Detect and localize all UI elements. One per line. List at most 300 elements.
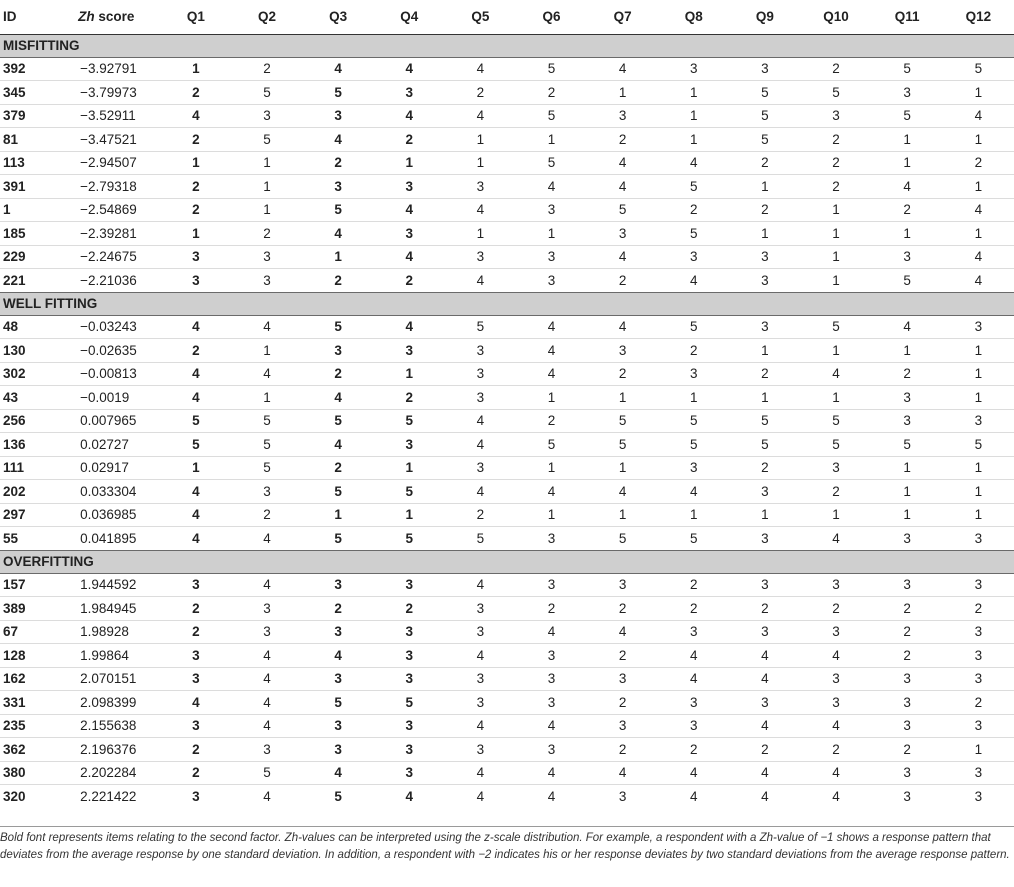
- cell-q6: 4: [547, 789, 556, 804]
- cell-q4: 3: [374, 644, 445, 668]
- cell-q9: 2: [729, 151, 800, 175]
- cell-q7: 2: [587, 738, 658, 762]
- cell-q5: 3: [445, 738, 516, 762]
- cell-q1: 4: [160, 480, 231, 504]
- cell-q1: 3: [160, 644, 231, 668]
- cell-q3: 3: [303, 175, 374, 199]
- cell-q11: 3: [872, 409, 943, 433]
- cell-q2: 4: [263, 530, 271, 546]
- cell-q9: 4: [729, 644, 800, 668]
- cell-q2: 5: [231, 433, 302, 457]
- cell-q10: 2: [800, 151, 871, 175]
- cell-q11: 1: [872, 222, 943, 246]
- cell-q7: 1: [587, 503, 658, 527]
- cell-q4: 3: [374, 433, 445, 457]
- cell-q7: 3: [587, 222, 658, 246]
- cell-zh-score: −2.79318: [50, 175, 160, 199]
- cell-q10: 2: [800, 480, 871, 504]
- table-row: [0, 269, 1014, 293]
- cell-q2: 4: [231, 315, 302, 339]
- cell-q7: 3: [587, 339, 658, 363]
- cell-q10: 2: [800, 57, 871, 81]
- cell-q7: 4: [587, 480, 658, 504]
- header-q11: Q11: [872, 0, 943, 34]
- cell-q1: 1: [160, 57, 231, 81]
- cell-q7: 4: [587, 151, 658, 175]
- cell-q3: 4: [303, 761, 374, 785]
- cell-q8: 1: [658, 128, 729, 152]
- cell-q12: 2: [943, 151, 1014, 175]
- cell-id: 162: [0, 667, 50, 691]
- table-row: [0, 761, 1014, 785]
- header-q1: Q1: [160, 0, 231, 34]
- cell-q5: 3: [445, 620, 516, 644]
- cell-q3: 5: [303, 81, 374, 105]
- cell-q3: 4: [303, 222, 374, 246]
- cell-q12: 4: [943, 245, 1014, 269]
- cell-q3: 5: [303, 198, 374, 222]
- cell-q3: 4: [303, 57, 374, 81]
- cell-id: 111: [0, 456, 50, 480]
- cell-q2: 1: [231, 175, 302, 199]
- cell-q3: 1: [303, 503, 374, 527]
- cell-q6: 4: [516, 620, 587, 644]
- cell-q9: 3: [729, 480, 800, 504]
- cell-q9: 1: [729, 175, 800, 199]
- cell-q11: 1: [872, 128, 943, 152]
- cell-q8: 2: [658, 738, 729, 762]
- cell-q8: 1: [658, 503, 729, 527]
- cell-q11: 1: [872, 339, 943, 363]
- cell-q11: 3: [872, 761, 943, 785]
- cell-q12: 1: [943, 362, 1014, 386]
- cell-q4: 4: [374, 315, 445, 339]
- cell-id: 43: [0, 386, 50, 410]
- cell-q6: 5: [516, 433, 587, 457]
- cell-q7: 2: [587, 362, 658, 386]
- cell-q2: 4: [231, 714, 302, 738]
- table-row: [0, 409, 1014, 433]
- cell-q1: 2: [160, 738, 231, 762]
- cell-q7: 2: [587, 128, 658, 152]
- cell-q5: 4: [445, 480, 516, 504]
- cell-q2: 3: [231, 104, 302, 128]
- cell-q4: 1: [374, 503, 445, 527]
- cell-q5: 4: [476, 272, 485, 288]
- table-row: [0, 691, 1014, 715]
- cell-q12: 5: [943, 433, 1014, 457]
- cell-q10: 2: [800, 738, 871, 762]
- cell-q3: 5: [303, 691, 374, 715]
- cell-q1: 2: [160, 81, 231, 105]
- cell-q10: 2: [800, 597, 871, 621]
- cell-q10: 4: [800, 362, 871, 386]
- cell-q3: 3: [303, 714, 374, 738]
- cell-q6: 3: [516, 667, 587, 691]
- cell-id: 379: [0, 104, 50, 128]
- cell-q8: 4: [658, 151, 729, 175]
- cell-q8: 4: [689, 272, 698, 288]
- cell-q9: 5: [729, 409, 800, 433]
- table-row: [0, 315, 1014, 339]
- cell-q3: 3: [303, 104, 374, 128]
- cell-q7: 4: [587, 57, 658, 81]
- cell-q7: 4: [587, 175, 658, 199]
- cell-q7: 2: [587, 691, 658, 715]
- cell-q7: 2: [618, 272, 627, 288]
- cell-q12: 3: [943, 644, 1014, 668]
- cell-q10: 4: [832, 789, 840, 804]
- cell-q3: 5: [334, 530, 342, 546]
- cell-q11: 1: [872, 456, 943, 480]
- cell-zh-score: 0.041895: [80, 530, 137, 546]
- cell-q12: 3: [974, 530, 983, 546]
- table-row: [0, 362, 1014, 386]
- cell-q1: 3: [160, 714, 231, 738]
- table-row: [0, 151, 1014, 175]
- cell-q12: 3: [943, 409, 1014, 433]
- cell-q12: 3: [943, 761, 1014, 785]
- cell-q9: 3: [729, 315, 800, 339]
- cell-q9: 1: [729, 386, 800, 410]
- cell-q4: 3: [374, 81, 445, 105]
- section-header-row: [0, 550, 1014, 573]
- cell-q10: 1: [800, 386, 871, 410]
- cell-q2: 4: [231, 691, 302, 715]
- cell-q4: 5: [405, 530, 413, 546]
- cell-zh-score: −2.21036: [80, 272, 137, 288]
- cell-q11: 2: [872, 362, 943, 386]
- cell-zh-score: −3.92791: [50, 57, 160, 81]
- cell-q4: 2: [405, 272, 413, 288]
- cell-q8: 2: [658, 597, 729, 621]
- cell-q12: 4: [974, 272, 983, 288]
- cell-q4: 3: [374, 573, 445, 597]
- cell-q4: 4: [405, 789, 413, 804]
- table-row: [0, 339, 1014, 363]
- cell-q8: 4: [658, 644, 729, 668]
- cell-q10: 5: [800, 315, 871, 339]
- cell-q6: 4: [516, 339, 587, 363]
- cell-q6: 1: [516, 222, 587, 246]
- cell-id: 256: [0, 409, 50, 433]
- cell-q8: 5: [658, 433, 729, 457]
- cell-q12: 1: [943, 456, 1014, 480]
- cell-q11: 2: [872, 644, 943, 668]
- cell-q9: 5: [729, 433, 800, 457]
- cell-q10: 4: [800, 714, 871, 738]
- cell-q11: 2: [872, 198, 943, 222]
- cell-q8: 5: [658, 222, 729, 246]
- section-header-row: [0, 292, 1014, 315]
- cell-q5: 1: [445, 151, 516, 175]
- cell-q11: 5: [872, 104, 943, 128]
- cell-q5: 3: [445, 597, 516, 621]
- cell-id: 362: [0, 738, 50, 762]
- cell-q2: 4: [263, 789, 271, 804]
- cell-q9: 3: [761, 530, 769, 546]
- cell-id: 297: [0, 503, 50, 527]
- cell-q5: 3: [445, 245, 516, 269]
- cell-zh-score: 1.944592: [50, 573, 160, 597]
- cell-q5: 4: [445, 433, 516, 457]
- cell-q12: 2: [943, 691, 1014, 715]
- cell-q7: 2: [587, 597, 658, 621]
- cell-q6: 3: [516, 245, 587, 269]
- cell-q5: 4: [445, 198, 516, 222]
- cell-q12: 1: [943, 175, 1014, 199]
- cell-zh-score: 2.070151: [50, 667, 160, 691]
- cell-q9: 3: [729, 691, 800, 715]
- cell-q6: 3: [547, 530, 556, 546]
- cell-id: 185: [0, 222, 50, 246]
- cell-q8: 1: [658, 81, 729, 105]
- header-q3: Q3: [303, 0, 374, 34]
- cell-q8: 4: [658, 667, 729, 691]
- cell-q2: 2: [231, 222, 302, 246]
- cell-id: 48: [0, 315, 50, 339]
- cell-q12: 1: [943, 386, 1014, 410]
- cell-q11: 3: [872, 667, 943, 691]
- header-zh-score: [50, 0, 160, 34]
- cell-q4: 4: [374, 104, 445, 128]
- cell-q3: 3: [303, 573, 374, 597]
- footnote-divider: [0, 826, 1014, 827]
- cell-q7: 5: [618, 530, 627, 546]
- cell-q2: 3: [231, 620, 302, 644]
- cell-q11: 2: [872, 620, 943, 644]
- cell-q4: 3: [374, 667, 445, 691]
- cell-q4: 2: [374, 386, 445, 410]
- cell-q8: 4: [689, 789, 698, 804]
- cell-q7: 2: [587, 644, 658, 668]
- cell-q1: 1: [160, 222, 231, 246]
- cell-q10: 1: [832, 272, 840, 288]
- cell-q3: 5: [303, 480, 374, 504]
- cell-q7: 3: [618, 789, 627, 804]
- cell-q1: 2: [160, 620, 231, 644]
- cell-q8: 3: [658, 245, 729, 269]
- cell-q8: 5: [658, 409, 729, 433]
- cell-q8: 4: [658, 480, 729, 504]
- cell-q2: 3: [231, 597, 302, 621]
- cell-zh-score: 2.221422: [80, 789, 137, 804]
- cell-q4: 3: [374, 714, 445, 738]
- cell-q2: 5: [231, 456, 302, 480]
- header-q10: Q10: [800, 0, 871, 34]
- cell-q6: 1: [516, 128, 587, 152]
- cell-q7: 4: [587, 315, 658, 339]
- cell-q9: 5: [729, 128, 800, 152]
- cell-q6: 1: [516, 503, 587, 527]
- cell-q6: 3: [516, 198, 587, 222]
- cell-q10: 1: [800, 222, 871, 246]
- cell-q4: 3: [374, 761, 445, 785]
- header-q8: Q8: [658, 0, 729, 34]
- cell-q12: 3: [943, 573, 1014, 597]
- cell-q10: 2: [800, 128, 871, 152]
- cell-q7: 5: [587, 198, 658, 222]
- cell-q9: 4: [729, 714, 800, 738]
- cell-q1: 4: [160, 386, 231, 410]
- cell-q1: 2: [160, 339, 231, 363]
- cell-zh-score: 1.99864: [50, 644, 160, 668]
- cell-id: 391: [0, 175, 50, 199]
- table-footnote: Bold font represents items relating to the second factor. Zh-values can be interpreted using the z-scale distribution. For example, a respondent with a Zh-value of −1 shows a response pattern that deviates from the average response by one standard deviation. In addition, a respondent with −2 indicates his or her response deviates by two standard deviations from the average response pattern.: [0, 832, 1010, 861]
- cell-id: 1: [0, 198, 50, 222]
- cell-q5: 2: [445, 503, 516, 527]
- cell-q12: 1: [943, 81, 1014, 105]
- cell-q9: 2: [729, 738, 800, 762]
- cell-q1: 2: [160, 761, 231, 785]
- cell-q9: 5: [729, 104, 800, 128]
- cell-q4: 5: [374, 480, 445, 504]
- cell-q1: 4: [160, 362, 231, 386]
- cell-q3: 5: [303, 409, 374, 433]
- cell-q8: 1: [658, 104, 729, 128]
- cell-q10: 1: [800, 198, 871, 222]
- cell-q8: 5: [658, 315, 729, 339]
- cell-q9: 3: [729, 573, 800, 597]
- cell-q5: 3: [445, 456, 516, 480]
- table-row: [0, 503, 1014, 527]
- table-row: [0, 104, 1014, 128]
- cell-q12: 3: [943, 620, 1014, 644]
- cell-q8: 3: [658, 362, 729, 386]
- cell-id: 392: [0, 57, 50, 81]
- cell-q8: 1: [658, 386, 729, 410]
- cell-q5: 5: [445, 315, 516, 339]
- cell-q2: 1: [231, 386, 302, 410]
- cell-q9: 1: [729, 222, 800, 246]
- cell-q7: 3: [587, 667, 658, 691]
- cell-q9: 2: [729, 198, 800, 222]
- cell-q4: 4: [374, 57, 445, 81]
- cell-q5: 1: [445, 128, 516, 152]
- cell-q11: 3: [872, 573, 943, 597]
- cell-id: 380: [0, 761, 50, 785]
- header-id: ID: [0, 0, 50, 34]
- cell-id: 67: [0, 620, 50, 644]
- table-row: [0, 386, 1014, 410]
- cell-q6: 2: [516, 409, 587, 433]
- cell-q2: 4: [231, 362, 302, 386]
- cell-q11: 1: [872, 503, 943, 527]
- cell-q1: 4: [160, 503, 231, 527]
- cell-q5: 2: [445, 81, 516, 105]
- cell-q2: 5: [231, 761, 302, 785]
- cell-q4: 3: [374, 222, 445, 246]
- cell-zh-score: 2.155638: [50, 714, 160, 738]
- cell-q6: 4: [516, 761, 587, 785]
- header-q5: Q5: [445, 0, 516, 34]
- cell-q12: 3: [943, 714, 1014, 738]
- cell-q6: 3: [516, 691, 587, 715]
- cell-q10: 3: [800, 456, 871, 480]
- cell-q11: 5: [872, 433, 943, 457]
- cell-q11: 3: [903, 789, 911, 804]
- cell-q6: 4: [516, 362, 587, 386]
- cell-q1: 3: [192, 272, 200, 288]
- cell-q2: 1: [231, 151, 302, 175]
- cell-q8: 2: [658, 339, 729, 363]
- cell-q3: 3: [303, 620, 374, 644]
- cell-zh-score: −0.03243: [50, 315, 160, 339]
- cell-q9: 1: [729, 339, 800, 363]
- cell-q11: 3: [872, 245, 943, 269]
- cell-q10: 5: [800, 409, 871, 433]
- cell-q2: 5: [231, 81, 302, 105]
- cell-q12: 4: [943, 198, 1014, 222]
- cell-id: 302: [0, 362, 50, 386]
- cell-q2: 3: [231, 738, 302, 762]
- cell-id: 202: [0, 480, 50, 504]
- cell-q10: 3: [800, 573, 871, 597]
- table-row: [0, 620, 1014, 644]
- cell-q7: 1: [587, 386, 658, 410]
- cell-zh-score: 2.098399: [50, 691, 160, 715]
- cell-q1: 4: [160, 104, 231, 128]
- cell-id: 157: [0, 573, 50, 597]
- cell-q7: 3: [587, 573, 658, 597]
- table-row: [0, 480, 1014, 504]
- cell-q9: 2: [729, 362, 800, 386]
- cell-zh-score: −2.24675: [50, 245, 160, 269]
- cell-zh-score: 0.007965: [50, 409, 160, 433]
- cell-q10: 3: [800, 104, 871, 128]
- cell-q12: 3: [974, 789, 983, 804]
- cell-q5: 4: [445, 409, 516, 433]
- header-q2: Q2: [231, 0, 302, 34]
- cell-q1: 5: [160, 409, 231, 433]
- cell-q10: 5: [800, 433, 871, 457]
- cell-zh-score: −0.00813: [50, 362, 160, 386]
- table-row: [0, 81, 1014, 105]
- cell-q2: 1: [231, 198, 302, 222]
- cell-id: 235: [0, 714, 50, 738]
- cell-id: 130: [0, 339, 50, 363]
- cell-q11: 3: [903, 530, 911, 546]
- cell-q2: 2: [231, 57, 302, 81]
- cell-q3: 2: [303, 151, 374, 175]
- cell-q9: 3: [729, 620, 800, 644]
- cell-q11: 3: [872, 714, 943, 738]
- cell-q9: 4: [729, 761, 800, 785]
- cell-q6: 4: [516, 714, 587, 738]
- cell-q3: 2: [303, 456, 374, 480]
- cell-zh-score: −3.47521: [50, 128, 160, 152]
- section-label: OVERFITTING: [0, 550, 1014, 573]
- cell-q1: 1: [160, 151, 231, 175]
- cell-q10: 3: [800, 667, 871, 691]
- table-row: [0, 597, 1014, 621]
- cell-q11: 1: [872, 480, 943, 504]
- cell-q10: 1: [800, 245, 871, 269]
- cell-q7: 1: [587, 81, 658, 105]
- cell-q5: 4: [476, 789, 485, 804]
- cell-id: 136: [0, 433, 50, 457]
- cell-q2: 4: [231, 667, 302, 691]
- cell-q5: 4: [445, 761, 516, 785]
- cell-zh-score: 1.98928: [50, 620, 160, 644]
- cell-q9: 5: [729, 81, 800, 105]
- cell-q7: 5: [587, 409, 658, 433]
- cell-q6: 5: [516, 57, 587, 81]
- cell-q10: 4: [800, 761, 871, 785]
- cell-q2: 5: [231, 409, 302, 433]
- cell-q7: 4: [587, 761, 658, 785]
- cell-q4: 3: [374, 738, 445, 762]
